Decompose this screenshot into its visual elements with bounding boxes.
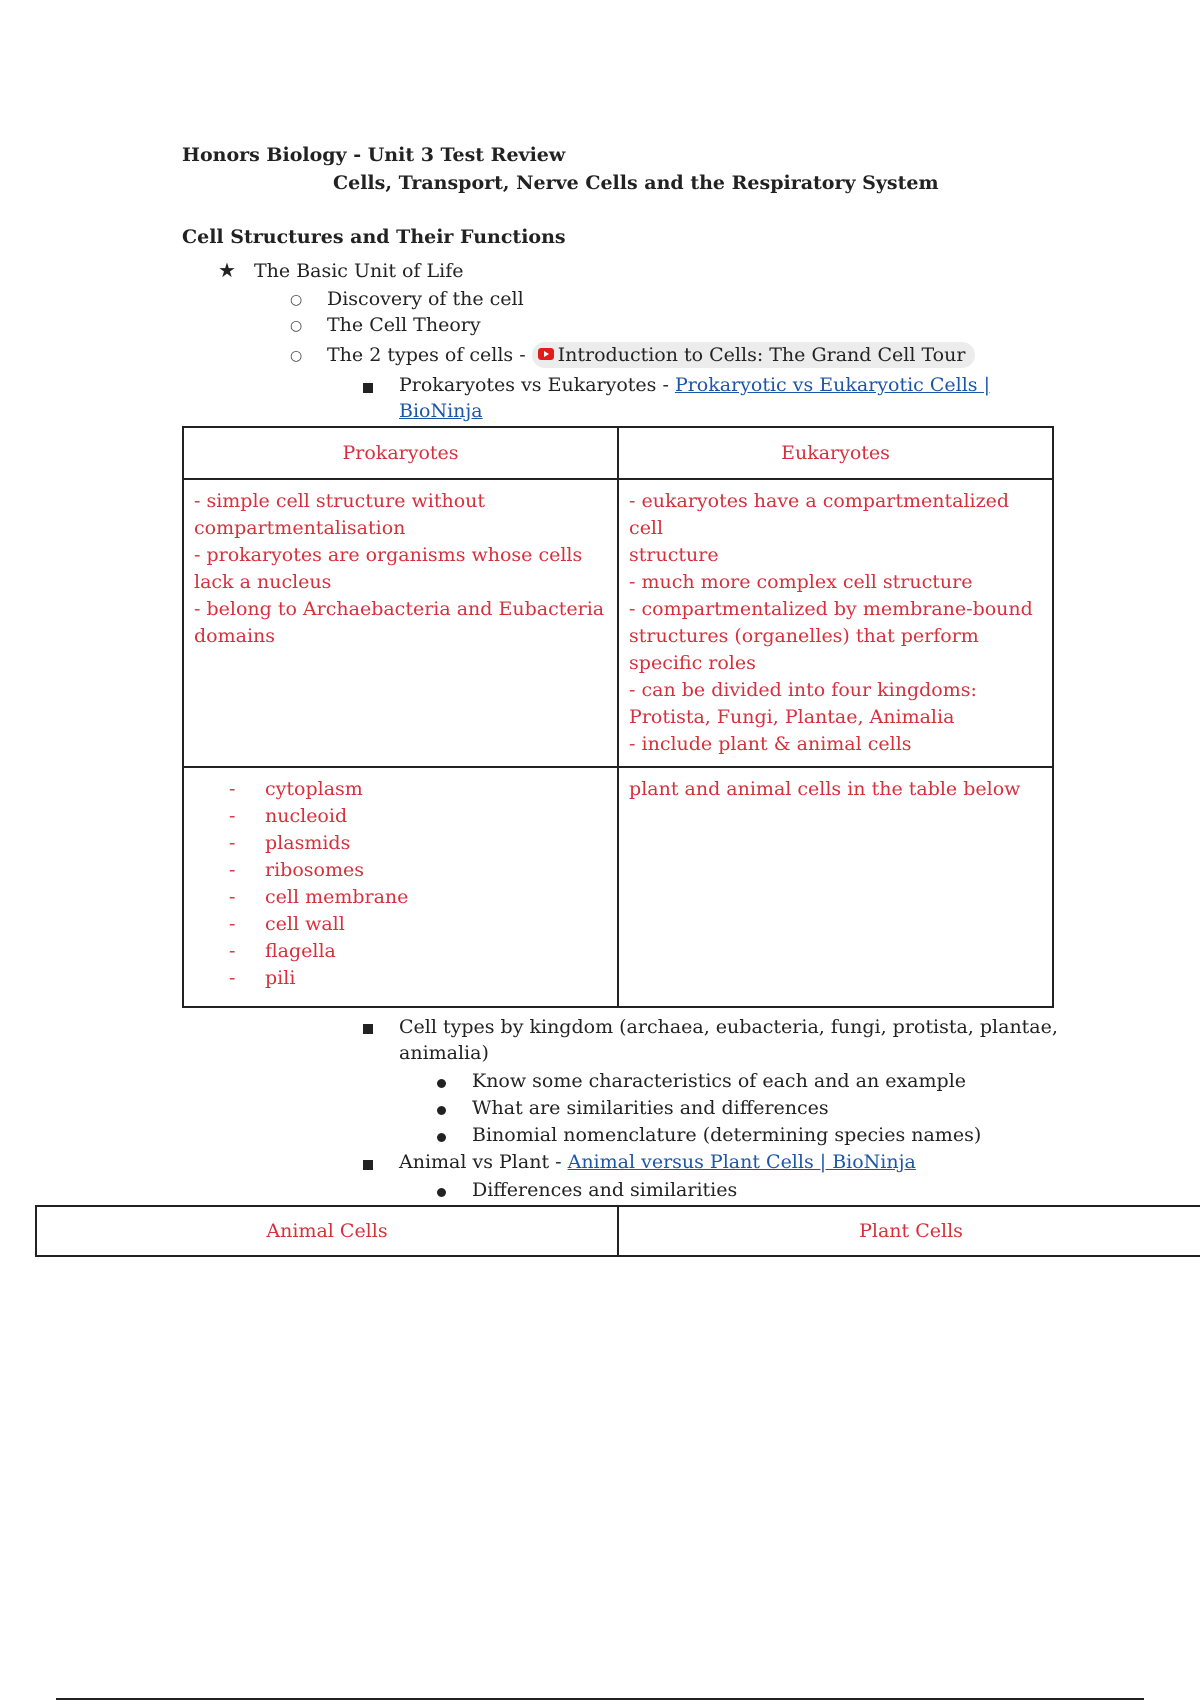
outline-sub-item-3 [327, 342, 975, 368]
list-item: - cell wall [229, 911, 607, 938]
outline-dot-item-1: Know some characteristics of each and an example [472, 1070, 967, 1092]
plant-cells-header: Plant Cells [618, 1206, 1200, 1256]
sub-item-3-prefix: The 2 types of cells - [327, 344, 526, 366]
outline-square-item-1 [399, 374, 990, 396]
outline-sub-item-2: The Cell Theory [327, 314, 481, 336]
list-item: - ribosomes [229, 857, 607, 884]
list-item: - cell membrane [229, 884, 607, 911]
prokaryote-parts-list [194, 776, 607, 992]
outline-square-item-1-cont [399, 400, 483, 422]
bioninja-link[interactable]: BioNinja [399, 400, 483, 422]
prokaryotic-eukaryotic-link[interactable]: Prokaryotic vs Eukaryotic Cells | [674, 374, 990, 396]
list-item: - cytoplasm [229, 776, 607, 803]
circle-bullet-icon: ○ [290, 292, 303, 308]
prok-euk-table [182, 426, 1054, 1008]
youtube-chip[interactable] [532, 342, 976, 368]
list-item: - nucleoid [229, 803, 607, 830]
prok-desc-line: compartmentalisation [194, 517, 406, 539]
square-bullet-icon [363, 1160, 373, 1170]
euk-desc-line: - can be divided into four kingdoms: [629, 679, 977, 701]
document-title: Honors Biology - Unit 3 Test Review [182, 144, 566, 166]
eukaryotes-parts-cell: plant and animal cells in the table below [618, 767, 1053, 1007]
euk-desc-line: Protista, Fungi, Plantae, Animalia [629, 706, 955, 728]
eukaryotes-description-cell [618, 479, 1053, 767]
outline-sub-item-1: Discovery of the cell [327, 288, 524, 310]
dot-bullet-icon [437, 1079, 446, 1088]
prokaryotes-header: Prokaryotes [183, 427, 618, 479]
prok-desc-line: domains [194, 625, 276, 647]
list-item: - plasmids [229, 830, 607, 857]
outline-dot-item-2: What are similarities and differences [472, 1097, 829, 1119]
square-item-1-prefix: Prokaryotes vs Eukaryotes - [399, 374, 669, 396]
outline-square-item-3 [399, 1151, 916, 1173]
euk-desc-line: - compartmentalized by membrane-bound [629, 598, 1033, 620]
document-subtitle: Cells, Transport, Nerve Cells and the Respiratory System [333, 172, 939, 194]
list-item: - pili [229, 965, 607, 992]
dot-bullet-icon [437, 1133, 446, 1142]
eukaryotes-header: Eukaryotes [618, 427, 1053, 479]
youtube-chip-label: Introduction to Cells: The Grand Cell Tour [557, 344, 966, 366]
prok-desc-line: - simple cell structure without [194, 490, 486, 512]
youtube-icon [538, 348, 554, 360]
list-item: - flagella [229, 938, 607, 965]
prokaryotes-description-cell [183, 479, 618, 767]
prok-desc-line: - belong to Archaebacteria and Eubacteria [194, 598, 605, 620]
euk-desc-line: structures (organelles) that perform [629, 625, 979, 647]
outline-dot-item-3: Binomial nomenclature (determining species names) [472, 1124, 982, 1146]
euk-desc-line: - include plant & animal cells [629, 733, 912, 755]
circle-bullet-icon: ○ [290, 348, 303, 364]
circle-bullet-icon: ○ [290, 318, 303, 334]
section-heading: Cell Structures and Their Functions [182, 226, 566, 248]
euk-desc-line: structure [629, 544, 719, 566]
prok-desc-line: lack a nucleus [194, 571, 332, 593]
prok-desc-line: - prokaryotes are organisms whose cells [194, 544, 583, 566]
euk-desc-line: - much more complex cell structure [629, 571, 973, 593]
animal-cells-header: Animal Cells [36, 1206, 618, 1256]
star-bullet-icon: ★ [218, 258, 236, 282]
square-item-3-prefix: Animal vs Plant - [399, 1151, 562, 1173]
outline-square-item-2-cont: animalia) [399, 1042, 489, 1064]
animal-plant-table [35, 1205, 1200, 1257]
dot-bullet-icon [437, 1106, 446, 1115]
outline-square-item-2: Cell types by kingdom (archaea, eubacteria, fungi, protista, plantae, [399, 1016, 1058, 1038]
outline-star-item: The Basic Unit of Life [254, 260, 464, 282]
outline-dot-item-4: Differences and similarities [472, 1179, 738, 1201]
square-bullet-icon [363, 1024, 373, 1034]
euk-desc-line: specific roles [629, 652, 756, 674]
dot-bullet-icon [437, 1188, 446, 1197]
euk-desc-line: - eukaryotes have a compartmentalized cell [629, 490, 1010, 539]
square-bullet-icon [363, 383, 373, 393]
prokaryotes-parts-cell [183, 767, 618, 1007]
animal-plant-link[interactable]: Animal versus Plant Cells | BioNinja [567, 1151, 916, 1173]
